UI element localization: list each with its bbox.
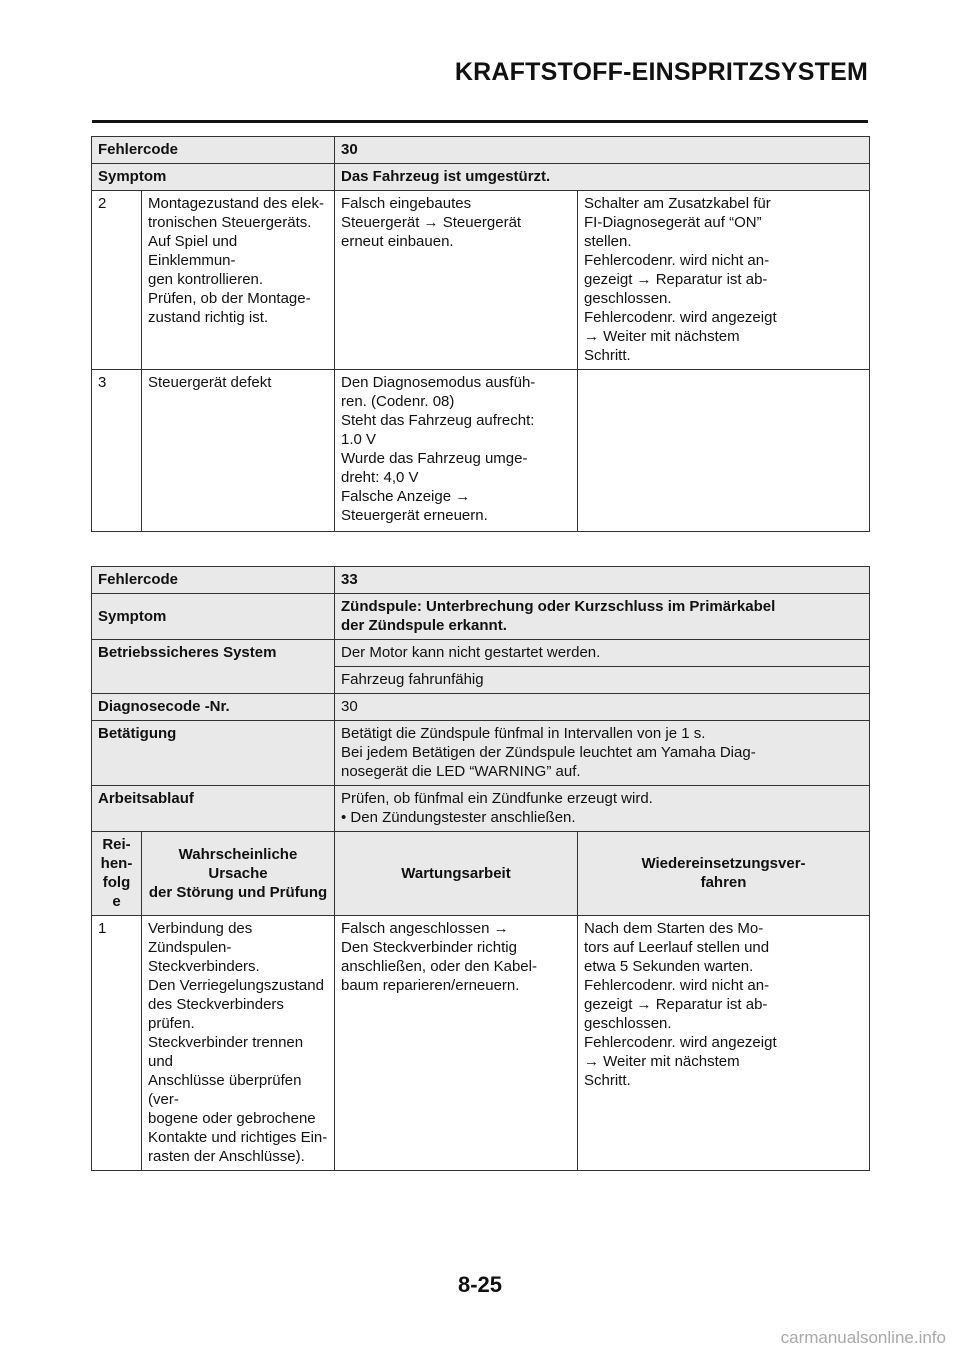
action-cell (335, 916, 578, 1171)
text-line: Falsch angeschlossen → (341, 920, 509, 937)
table2-symptom-label: Symptom (92, 594, 335, 640)
table2-symptom-row (92, 594, 870, 640)
text-line: geschlossen. (584, 290, 672, 307)
table2-betrieb-value-2: Fahrzeug fahrunfähig (335, 667, 870, 694)
column-header-action: Wartungsarbeit (335, 832, 578, 916)
table1-symptom-row (92, 164, 870, 191)
table2-betrieb-label: Betriebssicheres System (92, 640, 335, 694)
text-line: zustand richtig ist. (148, 309, 269, 326)
text-line: Fehlercodenr. wird nicht an- (584, 252, 770, 269)
text-line: baum reparieren/erneuern. (341, 977, 520, 994)
text-line: Den Steckverbinder richtig (341, 939, 517, 956)
text-line: 1.0 V (341, 431, 377, 448)
table2-diagnose-label: Diagnosecode -Nr. (92, 694, 335, 721)
text-line: Bei jedem Betätigen der Zündspule leuchtet am Yamaha Diag- (341, 744, 756, 761)
table2-betrieb-row (92, 640, 870, 667)
cause-cell (142, 370, 335, 532)
text-line: rasten der Anschlüsse). (148, 1148, 305, 1165)
text-line: fahren (700, 874, 747, 891)
text-line: Fehlercodenr. wird nicht an- (584, 977, 770, 994)
text-line: stellen. (584, 233, 632, 250)
text-line: Schritt. (584, 1072, 631, 1089)
text-line: FI-Diagnosegerät auf “ON” (584, 214, 762, 231)
text-line: gen kontrollieren. (148, 271, 264, 288)
table2-column-header-row (92, 832, 870, 916)
text-line: tors auf Leerlauf stellen und (584, 939, 770, 956)
table-row (92, 916, 870, 1171)
table1-fehlercode-value: 30 (335, 137, 870, 164)
text-line: anschließen, oder den Kabel- (341, 958, 537, 975)
table1-fehlercode-label: Fehlercode (92, 137, 335, 164)
text-line: Verbindung des Zündspulen- (148, 920, 253, 956)
table2-diagnose-row (92, 694, 870, 721)
text-line: Anschlüsse überprüfen (ver- (148, 1072, 302, 1108)
text-line: e (112, 893, 121, 910)
text-line: Steckverbinder trennen und (148, 1034, 304, 1070)
table2-arbeit-row (92, 786, 870, 832)
table1-fehlercode-row (92, 137, 870, 164)
text-line: Steuergerät → Steuergerät (341, 214, 522, 231)
table2-betaetigung-label: Betätigung (92, 721, 335, 786)
text-line: Steuergerät defekt (148, 374, 272, 391)
text-line: Falsch eingebautes (341, 195, 472, 212)
action-cell (335, 370, 578, 532)
text-line: etwa 5 Sekunden warten. (584, 958, 754, 975)
text-line: der Störung und Prüfung (148, 883, 328, 901)
step-number: 1 (92, 916, 142, 1171)
table2-symptom-value (335, 594, 870, 640)
text-line: Steht das Fahrzeug aufrecht: (341, 412, 535, 429)
text-line: gezeigt → Reparatur ist ab- (584, 271, 768, 288)
header-rule (92, 120, 868, 123)
step-number: 2 (92, 191, 142, 370)
text-line: Zündspule: Unterbrechung oder Kurzschluss im Primärkabel (341, 598, 776, 615)
result-cell (578, 916, 870, 1171)
column-header-result (578, 832, 870, 916)
text-line: Steckverbinders. (148, 958, 260, 975)
text-line: • Den Zündungstester anschließen. (341, 809, 576, 826)
text-line: → Weiter mit nächstem (584, 1053, 740, 1070)
cause-cell (142, 191, 335, 370)
text-line: Prüfen, ob der Montage- (148, 290, 311, 307)
text-line: geschlossen. (584, 1015, 672, 1032)
text-line: nosegerät die LED “WARNING” auf. (341, 763, 581, 780)
result-cell (578, 370, 870, 532)
page-header-title: KRAFTSTOFF-EINSPRITZSYSTEM (454, 58, 868, 86)
action-cell (335, 191, 578, 370)
text-line: Schritt. (584, 347, 631, 364)
table2-diagnose-value: 30 (335, 694, 870, 721)
text-line: Wahrscheinliche Ursache (178, 845, 298, 882)
table2-betrieb-value-1: Der Motor kann nicht gestartet werden. (335, 640, 870, 667)
column-header-cause (142, 832, 335, 916)
text-line: ren. (Codenr. 08) (341, 393, 455, 410)
text-line: Steuergerät erneuern. (341, 507, 488, 524)
column-header-num (92, 832, 142, 916)
table2-arbeit-value (335, 786, 870, 832)
error-table-30 (91, 136, 870, 532)
text-line: Montagezustand des elek- (148, 195, 324, 212)
text-line: Den Diagnosemodus ausfüh- (341, 374, 536, 391)
table2-fehlercode-value: 33 (335, 567, 870, 594)
text-line: Kontakte und richtiges Ein- (148, 1129, 328, 1146)
text-line: Auf Spiel und Einklemmun- (148, 233, 238, 269)
table1-symptom-value: Das Fahrzeug ist umgestürzt. (335, 164, 870, 191)
text-line: hen- (100, 855, 133, 872)
text-line: Schalter am Zusatzkabel für (584, 195, 771, 212)
text-line: tronischen Steuergeräts. (148, 214, 312, 231)
text-line: der Zündspule erkannt. (341, 617, 507, 634)
table2-fehlercode-row (92, 567, 870, 594)
table2-arbeit-label: Arbeitsablauf (92, 786, 335, 832)
text-line: gezeigt → Reparatur ist ab- (584, 996, 768, 1013)
step-number: 3 (92, 370, 142, 532)
text-line: bogene oder gebrochene (148, 1110, 316, 1127)
table2-fehlercode-label: Fehlercode (92, 567, 335, 594)
page-number: 8-25 (457, 1272, 503, 1297)
cause-cell (142, 916, 335, 1171)
text-line: Den Verriegelungszustand (148, 977, 324, 994)
text-line: Wiedereinsetzungsver- (641, 855, 806, 872)
table2-betaetigung-row (92, 721, 870, 786)
table1-symptom-label: Symptom (92, 164, 335, 191)
text-line: Betätigt die Zündspule fünfmal in Intervallen von je 1 s. (341, 725, 706, 742)
text-line: des Steckverbinders prüfen. (148, 996, 284, 1032)
text-line: Rei- (102, 836, 131, 853)
text-line: Prüfen, ob fünfmal ein Zündfunke erzeugt wird. (341, 790, 653, 807)
error-table-33 (91, 566, 870, 1171)
text-line: Falsche Anzeige → (341, 488, 471, 505)
watermark-link[interactable]: carmanualsonline.info (780, 1328, 946, 1347)
text-line: Fehlercodenr. wird angezeigt (584, 1034, 777, 1051)
result-cell (578, 191, 870, 370)
text-line: Fehlercodenr. wird angezeigt (584, 309, 777, 326)
text-line: dreht: 4,0 V (341, 469, 419, 486)
text-line: Nach dem Starten des Mo- (584, 920, 764, 937)
table2-betaetigung-value (335, 721, 870, 786)
text-line: erneut einbauen. (341, 233, 454, 250)
table-row (92, 191, 870, 370)
table-row (92, 370, 870, 532)
text-line: folg (102, 874, 131, 891)
text-line: Wurde das Fahrzeug umge- (341, 450, 528, 467)
text-line: → Weiter mit nächstem (584, 328, 740, 345)
